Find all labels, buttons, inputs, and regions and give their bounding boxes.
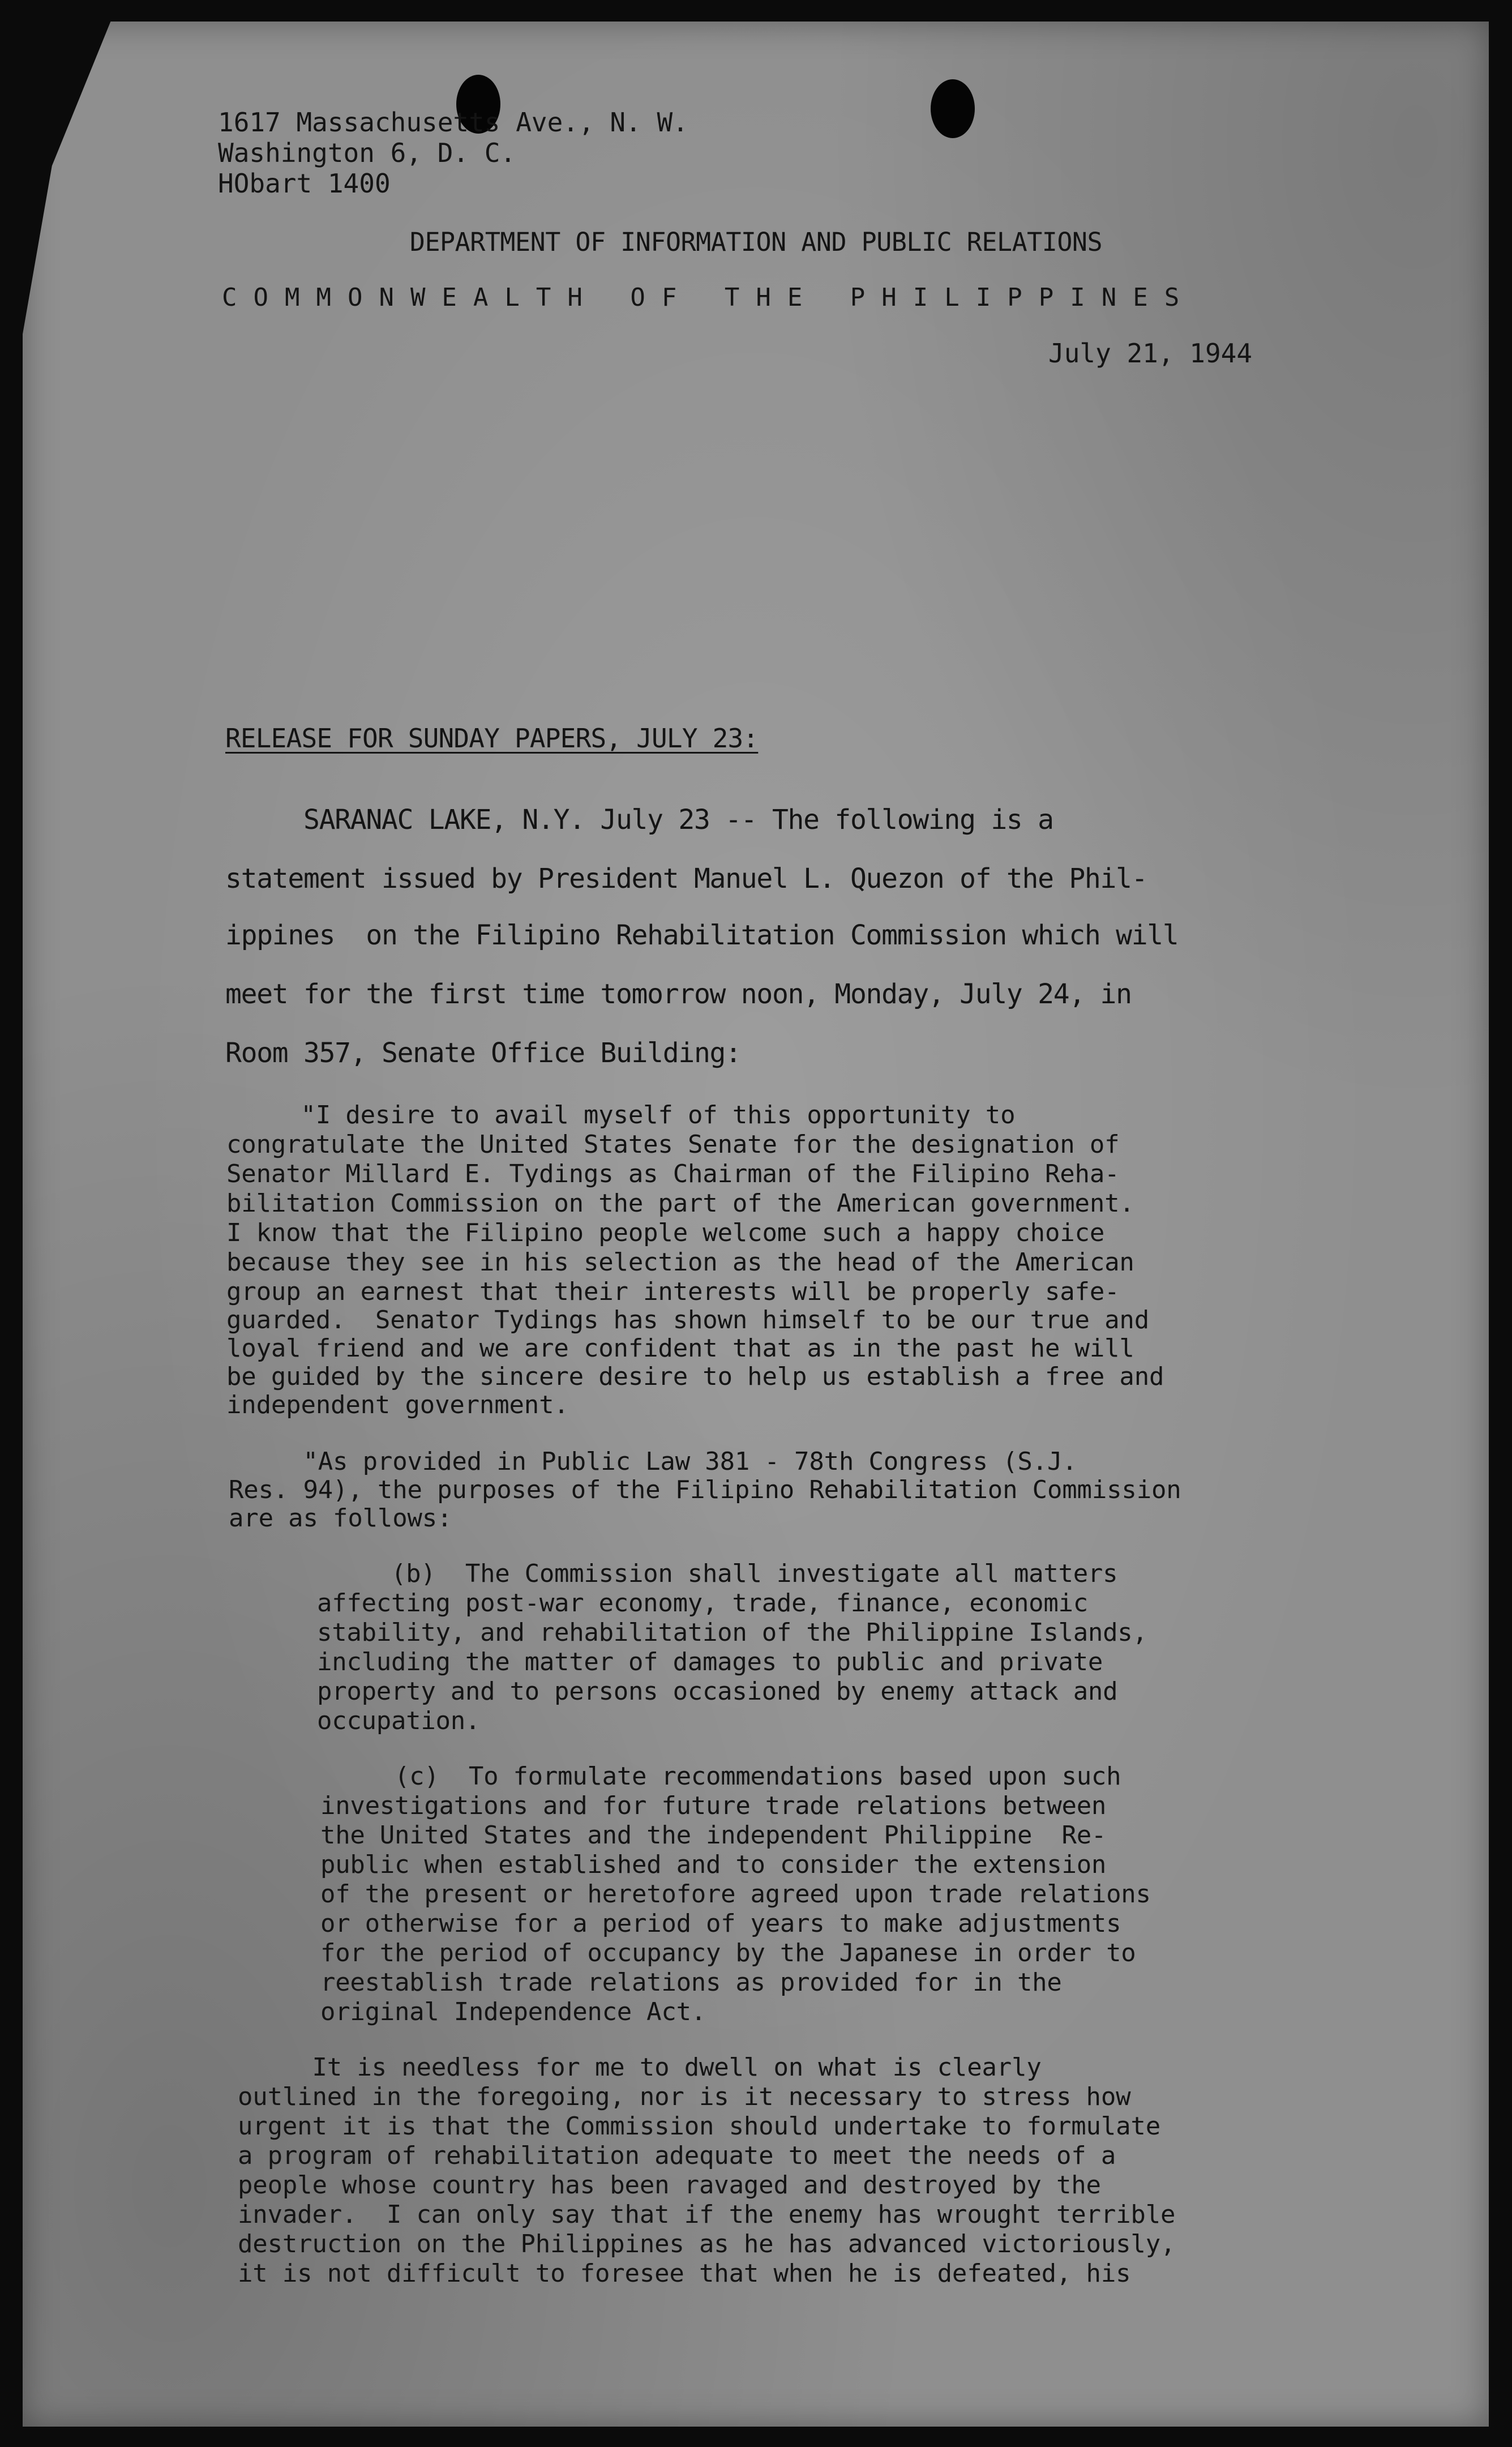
- punch-hole-right: [931, 79, 975, 138]
- clause-c-line: the United States and the independent Philippine Re-: [320, 1821, 1107, 1850]
- intro-line: Room 357, Senate Office Building:: [225, 1037, 741, 1069]
- intro-line: ippines on the Filipino Rehabilitation Commission which will: [225, 919, 1179, 951]
- department-heading: DEPARTMENT OF INFORMATION AND PUBLIC RELATIONS: [409, 227, 1103, 257]
- clause-c-line: of the present or heretofore agreed upon trade relations: [320, 1880, 1151, 1909]
- statement-line: Senator Millard E. Tydings as Chairman of the Filipino Reha-: [226, 1160, 1120, 1188]
- clause-c-line: for the period of occupancy by the Japanese in order to: [320, 1939, 1136, 1967]
- intro-line: statement issued by President Manuel L. Quezon of the Phil-: [225, 863, 1147, 895]
- phone-line: HObart 1400: [218, 168, 391, 199]
- statement-line: be guided by the sincere desire to help us establish a free and: [226, 1362, 1164, 1391]
- clause-c-line: original Independence Act.: [320, 1997, 706, 2026]
- law-reference-line: "As provided in Public Law 381 - 78th Congress (S.J.: [229, 1447, 1077, 1476]
- statement-line: loyal friend and we are confident that as in the past he will: [226, 1334, 1134, 1363]
- closing-line: outlined in the foregoing, nor is it necessary to stress how: [238, 2082, 1131, 2111]
- closing-line: a program of rehabilitation adequate to meet the needs of a: [238, 2141, 1116, 2170]
- intro-line: meet for the first time tomorrow noon, Monday, July 24, in: [225, 978, 1132, 1010]
- closing-line: destruction on the Philippines as he has advanced victoriously,: [238, 2230, 1176, 2258]
- law-reference-line: are as follows:: [229, 1504, 452, 1533]
- statement-line: independent government.: [226, 1391, 569, 1419]
- clause-b-line: stability, and rehabilitation of the Philippine Islands,: [317, 1618, 1147, 1647]
- closing-line: urgent it is that the Commission should undertake to formulate: [238, 2112, 1160, 2141]
- commonwealth-heading: COMMONWEALTH OF THE PHILIPPINES: [222, 283, 1196, 312]
- closing-line: invader. I can only say that if the enemy has wrought terrible: [238, 2200, 1176, 2229]
- clause-c-line: (c) To formulate recommendations based upon such: [320, 1762, 1121, 1791]
- law-reference-line: Res. 94), the purposes of the Filipino Rehabilitation Commission: [229, 1475, 1181, 1504]
- closing-line: It is needless for me to dwell on what is clearly: [238, 2053, 1042, 2082]
- statement-line: I know that the Filipino people welcome such a happy choice: [226, 1218, 1105, 1247]
- release-heading: RELEASE FOR SUNDAY PAPERS, JULY 23:: [225, 723, 759, 754]
- closing-line: it is not difficult to foresee that when he is defeated, his: [238, 2259, 1131, 2288]
- statement-line: guarded. Senator Tydings has shown himself to be our true and: [226, 1306, 1149, 1334]
- statement-line: congratulate the United States Senate for the designation of: [226, 1130, 1120, 1159]
- clause-c-line: reestablish trade relations as provided for in the: [320, 1968, 1062, 1997]
- document-date: July 21, 1944: [1048, 338, 1253, 369]
- clause-b-line: property and to persons occasioned by enemy attack and: [317, 1677, 1118, 1706]
- closing-line: people whose country has been ravaged and destroyed by the: [238, 2171, 1101, 2200]
- city-line: Washington 6, D. C.: [218, 138, 516, 168]
- clause-b-line: occupation.: [317, 1706, 481, 1735]
- address-line: 1617 Massachusetts Ave., N. W.: [218, 107, 688, 138]
- intro-line: SARANAC LAKE, N.Y. July 23 -- The following is a: [225, 804, 1053, 836]
- clause-b-line: (b) The Commission shall investigate all matters: [317, 1559, 1118, 1588]
- statement-line: group an earnest that their interests will be properly safe-: [226, 1277, 1120, 1306]
- clause-c-line: public when established and to consider the extension: [320, 1850, 1107, 1879]
- clause-c-line: or otherwise for a period of years to make adjustments: [320, 1909, 1121, 1938]
- clause-b-line: including the matter of damages to public and private: [317, 1648, 1103, 1676]
- statement-line: bilitation Commission on the part of the American government.: [226, 1189, 1134, 1218]
- statement-line: "I desire to avail myself of this opportunity to: [226, 1101, 1016, 1130]
- clause-c-line: investigations and for future trade relations between: [320, 1791, 1107, 1820]
- clause-b-line: affecting post-war economy, trade, finance, economic: [317, 1589, 1088, 1618]
- statement-line: because they see in his selection as the head of the American: [226, 1248, 1134, 1277]
